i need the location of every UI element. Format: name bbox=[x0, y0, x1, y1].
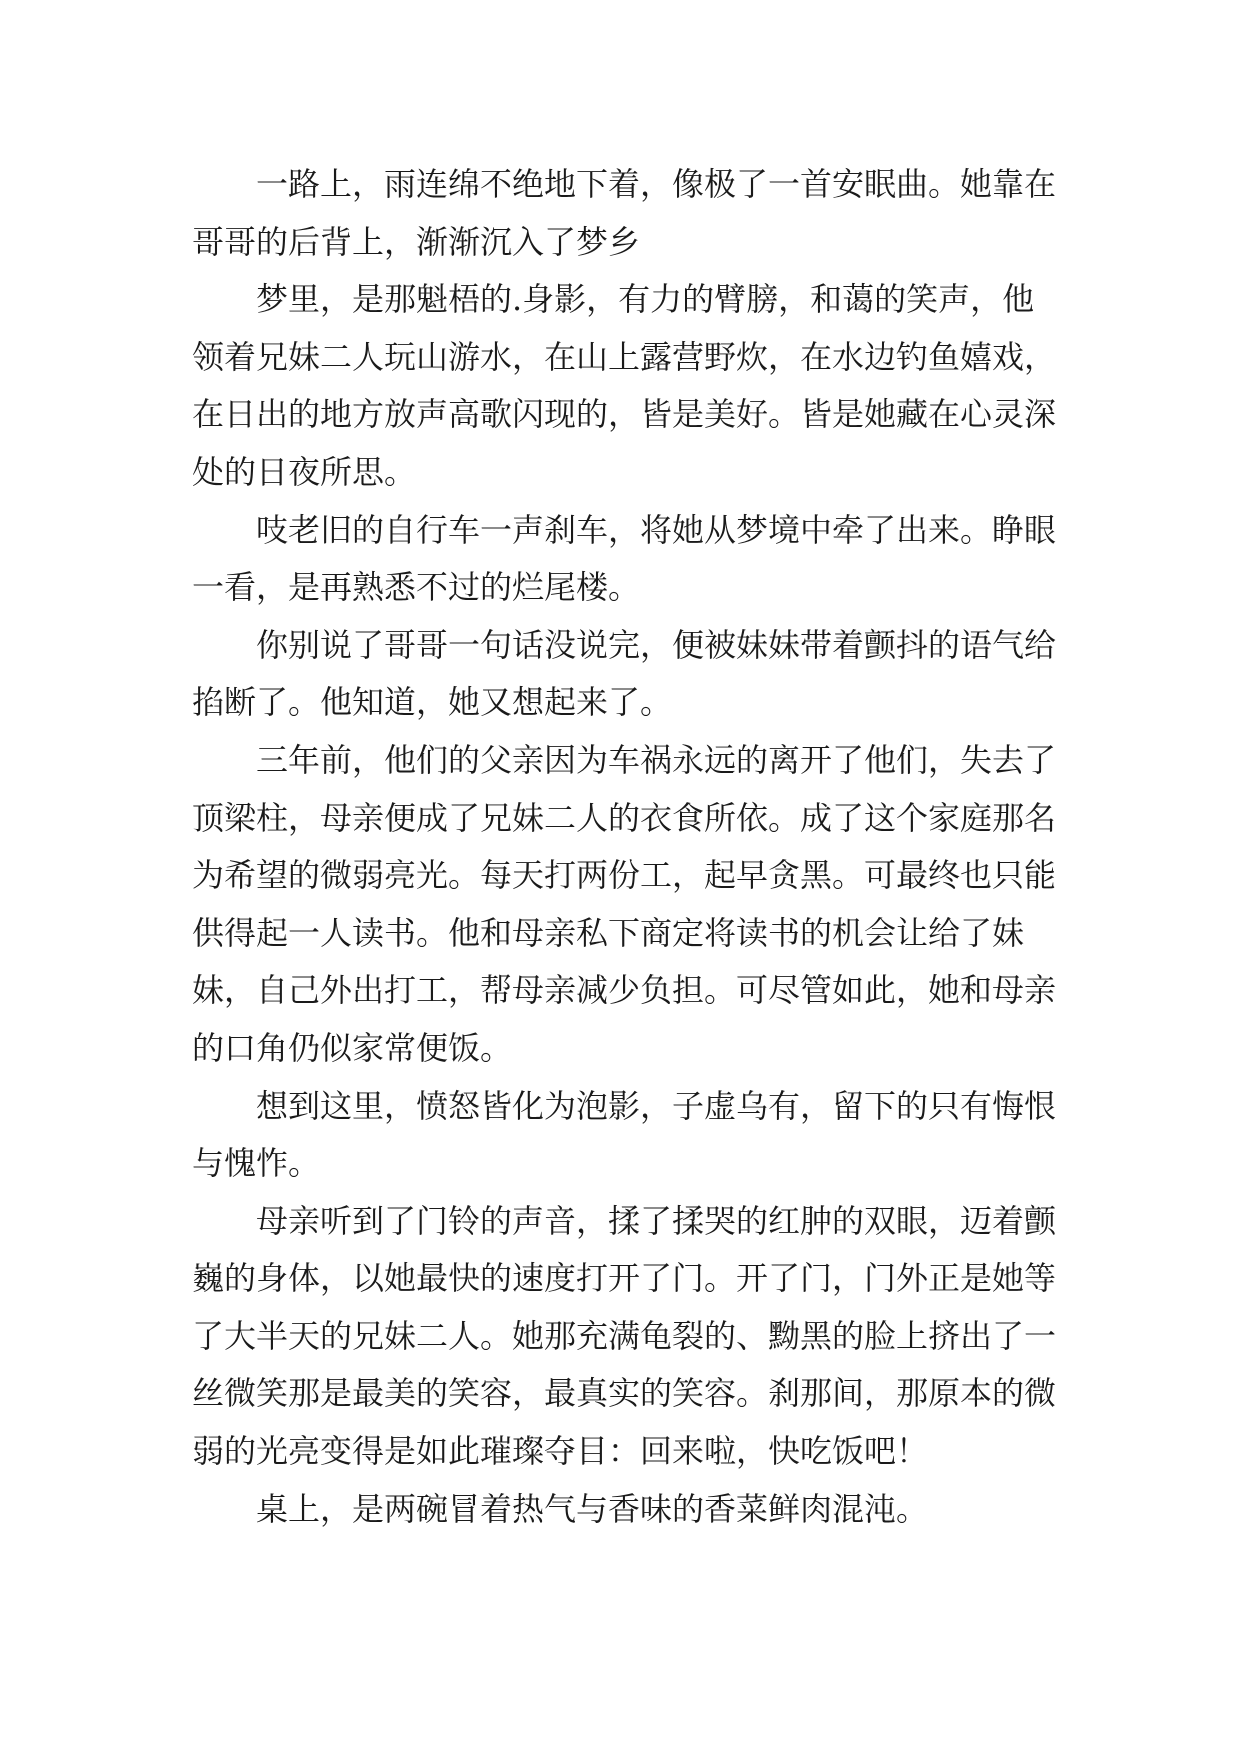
paragraph-3: 吱老旧的自行车一声刹车，将她从梦境中牵了出来。睁眼一看，是再熟悉不过的烂尾楼。 bbox=[192, 510, 1057, 607]
paragraph-6: 想到这里，愤怒皆化为泡影，子虚乌有，留下的只有悔恨与愧怍。 bbox=[192, 1086, 1057, 1183]
paragraph-5: 三年前，他们的父亲因为车祸永远的离开了他们，失去了顶梁柱，母亲便成了兄妹二人的衣食所依。成了这个家庭那名为希望的微弱亮光。每天打两份工，起早贪黑。可最终也只能供得起一人读书。他和母亲私下商定将读书的机会让给了妹妹，自己外出打工，帮母亲减少负担。可尽管如此，她和母亲的口角仍似家常便饭。 bbox=[192, 740, 1057, 1067]
paragraph-8: 桌上，是两碗冒着热气与香味的香菜鲜肉混沌。 bbox=[256, 1489, 929, 1528]
paragraph-1: 一路上，雨连绵不绝地下着，像极了一首安眠曲。她靠在哥哥的后背上，渐渐沉入了梦乡 bbox=[192, 165, 1057, 261]
document-body bbox=[192, 156, 1056, 1538]
paragraph-7: 母亲听到了门铃的声音，揉了揉哭的红肿的双眼，迈着颤巍的身体，以她最快的速度打开了门。开了门，门外正是她等了大半天的兄妹二人。她那充满龟裂的、黝黑的脸上挤出了一丝微笑那是最美的笑容，最真实的笑容。刹那间，那原本的微弱的光亮变得是如此璀璨夺目：回来啦，快吃饭吧！ bbox=[192, 1201, 1057, 1471]
paragraph-4: 你别说了哥哥一句话没说完，便被妹妹带着颤抖的语气给掐断了。他知道，她又想起来了。 bbox=[192, 625, 1057, 722]
paragraph-2: 梦里，是那魁梧的.身影，有力的臂膀，和蔼的笑声，他领着兄妹二人玩山游水，在山上露营野炊，在水边钓鱼嬉戏，在日出的地方放声高歌闪现的，皆是美好。皆是她藏在心灵深处的日夜所思。 bbox=[192, 280, 1057, 491]
